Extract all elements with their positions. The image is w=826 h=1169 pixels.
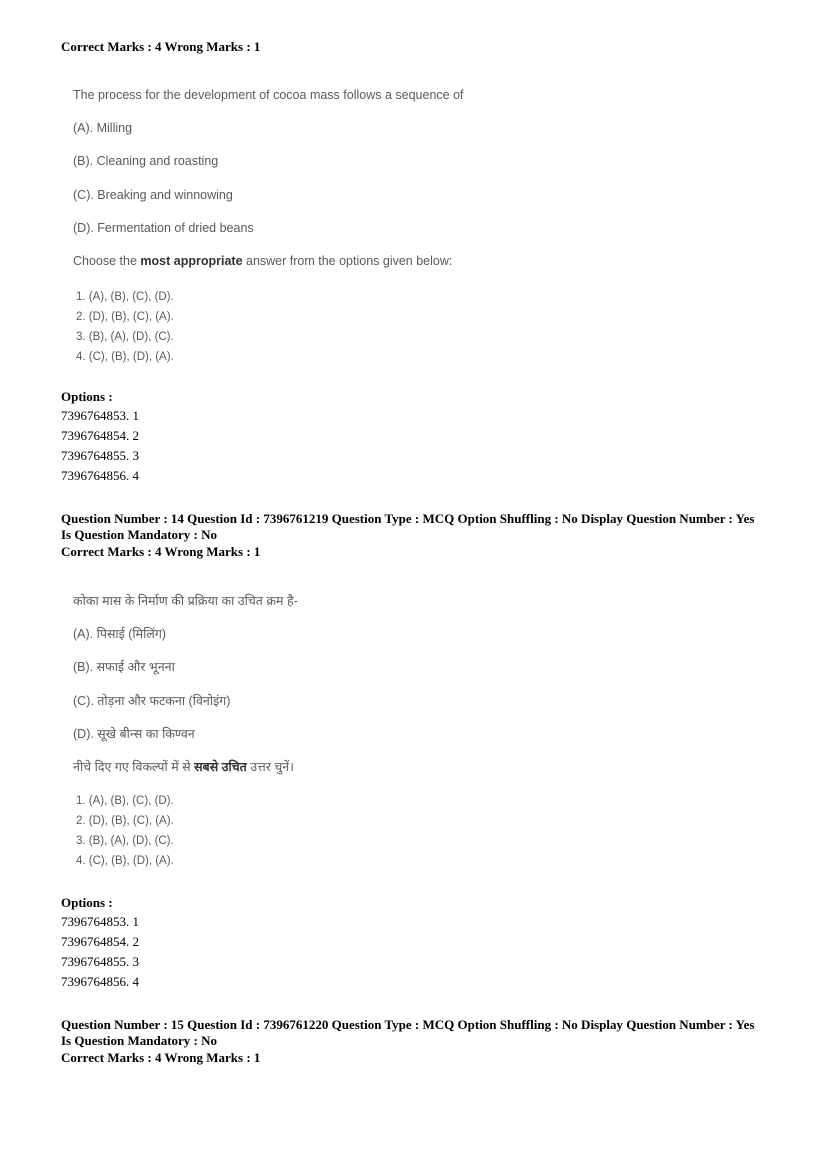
question-item: (B). सफाई और भूनना (73, 660, 175, 674)
question-header: Question Number : 14 Question Id : 7396761219 Question Type : MCQ Option Shuffling : No Display Question Number : Yes (61, 511, 755, 526)
question-item: (A). Milling (73, 121, 133, 135)
choose-bold: सबसे उचित (194, 760, 247, 774)
answer-item: 2. (D), (B), (C), (A). (76, 815, 174, 827)
options-label: Options : (61, 895, 113, 910)
options-label: Options : (61, 389, 113, 404)
question-item: (D). Fermentation of dried beans (73, 221, 254, 235)
choose-pre: नीचे दिए गए विकल्पों में से (73, 760, 195, 774)
question-image (73, 88, 464, 367)
option-item: 7396764853. 1 (61, 408, 139, 423)
answer-item: 4. (C), (B), (D), (A). (76, 855, 174, 867)
marks-line: Correct Marks : 4 Wrong Marks : 1 (61, 544, 261, 559)
option-item: 7396764854. 2 (61, 934, 139, 949)
answer-list (73, 791, 298, 871)
question-item: (A). पिसाई (मिलिंग) (73, 627, 167, 641)
question-header: Question Number : 15 Question Id : 7396761220 Question Type : MCQ Option Shuffling : No Display Question Number : Yes (61, 1017, 755, 1032)
question-stem: The process for the development of cocoa mass follows a sequence of (73, 88, 464, 102)
question-item: (D). सूखे बीन्स का किण्वन (73, 727, 195, 741)
option-item: 7396764854. 2 (61, 428, 139, 443)
answer-item: 1. (A), (B), (C), (D). (76, 291, 174, 303)
option-item: 7396764856. 4 (61, 974, 139, 989)
marks-line: Correct Marks : 4 Wrong Marks : 1 (61, 1050, 261, 1065)
question-item: (C). Breaking and winnowing (73, 188, 233, 202)
choose-instruction (73, 254, 464, 287)
options-list (61, 406, 139, 486)
answer-list (73, 287, 464, 367)
answer-item: 1. (A), (B), (C), (D). (76, 795, 174, 807)
marks-line: Correct Marks : 4 Wrong Marks : 1 (61, 39, 261, 54)
choose-bold: most appropriate (140, 254, 243, 268)
question-item: (B). Cleaning and roasting (73, 154, 219, 168)
mandatory-line: Is Question Mandatory : No (61, 1033, 218, 1048)
question-stem: कोका मास के निर्माण की प्रक्रिया का उचित क्रम है- (73, 594, 298, 608)
answer-item: 4. (C), (B), (D), (A). (76, 351, 174, 363)
choose-pre: Choose the (73, 254, 141, 268)
question-image (73, 592, 298, 871)
choose-post: answer from the options given below: (242, 254, 453, 268)
option-item: 7396764855. 3 (61, 448, 139, 463)
option-item: 7396764855. 3 (61, 954, 139, 969)
choose-instruction (73, 758, 298, 791)
answer-item: 2. (D), (B), (C), (A). (76, 311, 174, 323)
answer-item: 3. (B), (A), (D), (C). (76, 331, 174, 343)
options-list (61, 912, 139, 992)
option-item: 7396764856. 4 (61, 468, 139, 483)
answer-item: 3. (B), (A), (D), (C). (76, 835, 174, 847)
mandatory-line: Is Question Mandatory : No (61, 527, 218, 542)
option-item: 7396764853. 1 (61, 914, 139, 929)
choose-post: उत्तर चुनें। (246, 760, 294, 774)
question-item: (C). तोड़ना और फटकना (विनोइंग) (73, 694, 231, 708)
